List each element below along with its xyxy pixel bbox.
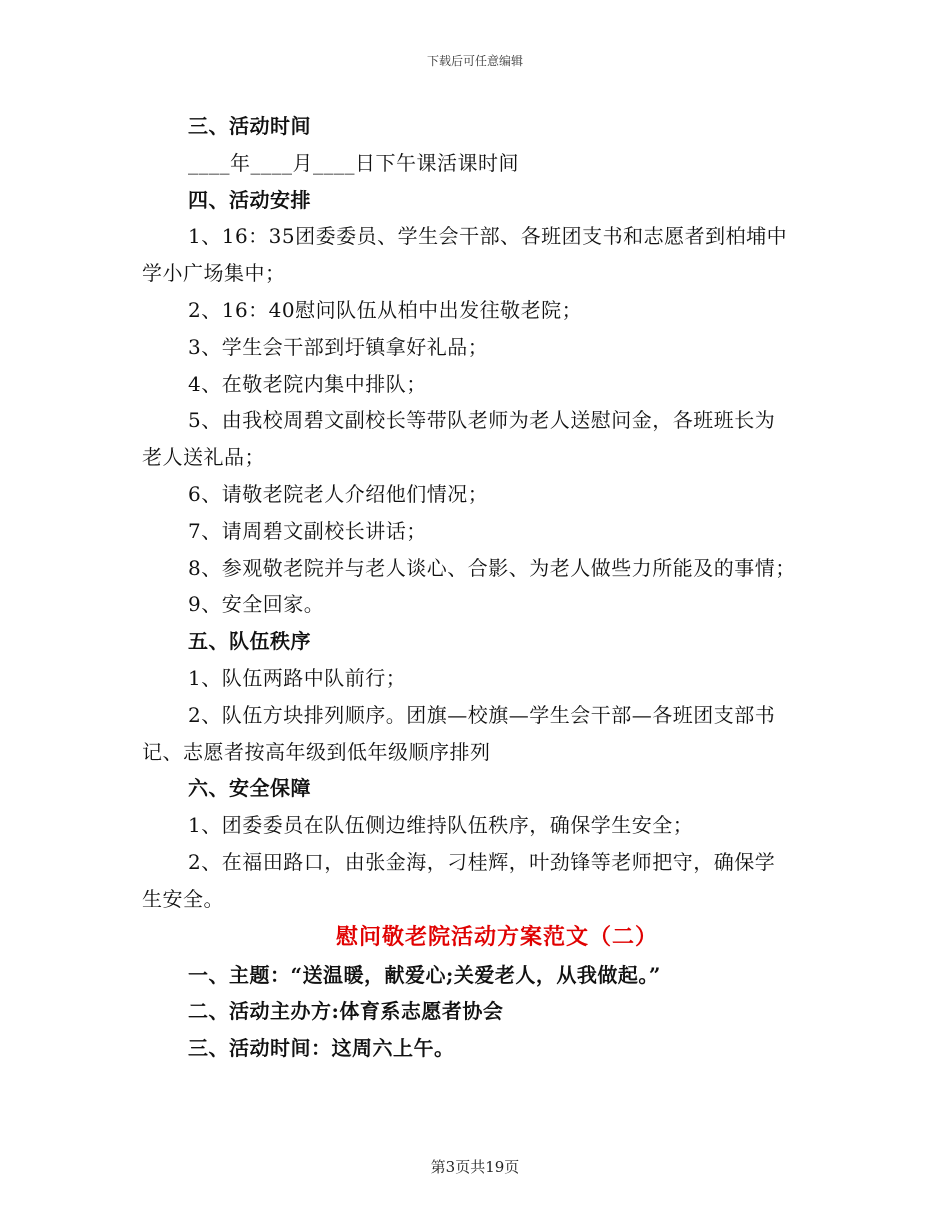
- page-header: 下载后可任意编辑: [426, 54, 523, 68]
- heading-activity-arrangement: 四、活动安排: [188, 187, 311, 212]
- paragraph-line: 1、团委委员在队伍侧边维持队伍秩序，确保学生安全；: [188, 813, 694, 838]
- paragraph-line: 1、16：35团委委员、学生会干部、各班团支书和志愿者到柏埔中: [188, 224, 788, 249]
- paragraph-line: 9、安全回家。: [188, 592, 325, 617]
- paragraph-line: 7、请周碧文副校长讲话；: [188, 518, 427, 543]
- section-title: 慰问敬老院活动方案范文（二）: [335, 923, 658, 950]
- paragraph-line: ____年____月____日下午课活课时间: [188, 150, 519, 175]
- paragraph-line: 6、请敬老院老人介绍他们情况；: [188, 481, 489, 506]
- heading-safety: 六、安全保障: [188, 776, 311, 801]
- paragraph-line: 1、队伍两路中队前行；: [188, 665, 407, 690]
- heading-team-order: 五、队伍秩序: [188, 629, 311, 654]
- paragraph-line: 生安全。: [142, 886, 224, 911]
- paragraph-line: 4、在敬老院内集中排队；: [188, 371, 427, 396]
- paragraph-line: 2、在福田路口，由张金海，刁桂辉，叶劲锋等老师把守，确保学: [188, 849, 776, 874]
- page-footer: 第3页共19页: [430, 1158, 520, 1176]
- paragraph-line: 记、志愿者按高年级到低年级顺序排列: [142, 739, 491, 764]
- paragraph-line: 学小广场集中；: [142, 261, 286, 286]
- paragraph-line: 5、由我校周碧文副校长等带队老师为老人送慰问金，各班班长为: [188, 408, 776, 433]
- document-body: [142, 108, 822, 1067]
- heading-organizer: 二、活动主办方:体育系志愿者协会: [188, 999, 504, 1024]
- paragraph-line: 3、学生会干部到圩镇拿好礼品；: [188, 334, 489, 359]
- heading-theme: 一、主题：“送温暖，献爱心;关爱老人，从我做起。”: [188, 962, 661, 987]
- paragraph-line: 2、队伍方块排列顺序。团旗—校旗—学生会干部—各班团支部书: [188, 702, 776, 727]
- paragraph-line: 2、16：40慰问队伍从柏中出发往敬老院；: [188, 297, 583, 322]
- heading-activity-time: 三、活动时间: [188, 114, 311, 138]
- heading-time: 三、活动时间：这周六上午。: [188, 1036, 455, 1061]
- paragraph-line: 8、参观敬老院并与老人谈心、合影、为老人做些力所能及的事情；: [188, 555, 796, 580]
- paragraph-line: 老人送礼品；: [142, 445, 265, 470]
